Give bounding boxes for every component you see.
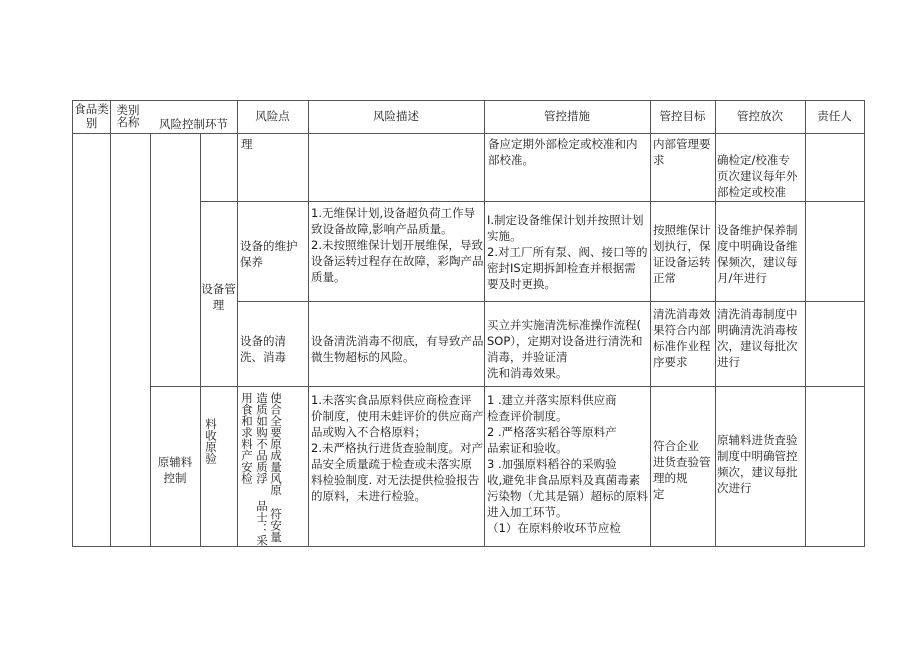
row1-divider bbox=[200, 201, 864, 202]
col-line-8 bbox=[715, 100, 716, 547]
header-divider bbox=[72, 133, 864, 134]
row3-measures: 买立并实施清洗标准操作流程( SOP），定期对设备进行清洗和 消毒，并验证清 洗和消毒效果。 bbox=[487, 318, 643, 380]
row3-target: 清洗消毒效 果符合内部 标准作业程 序要求 bbox=[653, 307, 711, 369]
row3-divider bbox=[150, 386, 864, 387]
col-line-5 bbox=[308, 100, 309, 547]
row3-risk-point: 设备的清 洗、消毒 bbox=[240, 334, 286, 364]
header-target: 管控目标 bbox=[659, 109, 706, 123]
row2-measures: I.制定设备维保计划并按照计划 实施。 2.对工厂所有泵、阀、接口等的 密封IS定期拆卸检查并根据需 要及时更换。 bbox=[487, 213, 648, 291]
row1-target: 内部管理要 求 bbox=[653, 137, 711, 167]
row4-risk-point-col-1: 用食和求料产安检 bbox=[240, 392, 254, 484]
col-line-7 bbox=[650, 100, 651, 547]
row2-divider bbox=[237, 301, 864, 302]
row2-target: 按照维保计 划执行，保 证设备运转 正常 bbox=[653, 223, 711, 285]
header-risk-desc: 风险描述 bbox=[373, 109, 419, 123]
header-frequency: 管控放次 bbox=[737, 109, 783, 123]
header-control-link: 风险控制环节 bbox=[159, 117, 228, 131]
row2-risk-desc: 1.无维保计划,设备超负荷工作导 致设备故障,影响产品质量。 2.未按照维保计划开展维保，导致 设备运转过程存在故障，彩陶产品 质量。 bbox=[311, 206, 484, 284]
row1-measures: 备应定期外部检定或校准和内 部校准。 bbox=[488, 137, 638, 167]
col-line-9 bbox=[805, 100, 806, 547]
row4-risk-point-col-3: 使合全要原成量风原 bbox=[269, 392, 283, 496]
header-food-category: 食品类 别 bbox=[74, 102, 109, 130]
row4-risk-desc: 1.未落实食品原料供应商检查评 价制度，使用未蛙评价的供应商产 品或购入不合格原料； 2.未严格执行进货查验制度。对产 品安全质量疏于检查或未落实原 料检验制度. 对无法提供检验报告 的原料，未进行检验。 bbox=[311, 393, 484, 503]
header-owner: 责任人 bbox=[817, 109, 852, 123]
header-measures: 管控措施 bbox=[544, 109, 590, 123]
header-category-name: 类别 名称 bbox=[116, 103, 140, 129]
row2-frequency: 设备维护保养制 度中明确设备维 保频次，建议每 月/年进行 bbox=[717, 223, 798, 285]
row2-risk-point: 设备的维护 保养 bbox=[240, 239, 298, 269]
row3-risk-desc: 设备清洗消毒不彻底，有导致产品 微生物超标的风险。 bbox=[311, 334, 484, 364]
row1-risk-point: 理 bbox=[241, 137, 253, 151]
col-line-6 bbox=[484, 100, 485, 547]
col-line-3 bbox=[200, 133, 201, 547]
col-line-1 bbox=[110, 100, 111, 547]
row4-measures: 1 .建立并落实原料供应商 检查评价制度。 2 .严格落实稻谷等原料产 品索证和验收。 3 .加强原料稻谷的采购验 收,避免非食品原料及真菌毒素 污染物（尤其是镉）超标的原料 进入加工环节。 （1）在原料舲收环节应检 bbox=[487, 393, 648, 535]
col-line-4 bbox=[237, 100, 238, 547]
row4-risk-point-col-4: 品士：采 bbox=[255, 500, 269, 546]
col-line-10 bbox=[864, 100, 865, 547]
row1-frequency: 确检定/校准专 页次建议每年外 部检定或校准 bbox=[717, 153, 798, 199]
col-line-0 bbox=[72, 100, 73, 547]
row4-frequency: 原辅料进货査验 制度中明确管控 频次，建议每批 次进行 bbox=[717, 433, 798, 495]
table-border-bottom bbox=[72, 546, 864, 547]
row4-sub-link: 料收原验 bbox=[204, 418, 218, 464]
header-risk-point: 风险点 bbox=[255, 109, 290, 123]
row4-target: 符合企业 进货查验管 理的规 定 bbox=[653, 439, 711, 501]
row3-frequency: 清洗消毒制度中 明确清洗消毒桉 次，建议每批次 进行 bbox=[717, 307, 798, 369]
raw-material-control-label: 原辅料 控制 bbox=[157, 455, 193, 485]
row4-risk-point-col-2: 造质如购不品质浮 bbox=[255, 392, 269, 484]
equipment-management-label: 设备管 理 bbox=[201, 282, 236, 312]
table-border-top bbox=[72, 100, 864, 101]
row4-risk-point-col-5: 符安量 bbox=[269, 508, 283, 543]
